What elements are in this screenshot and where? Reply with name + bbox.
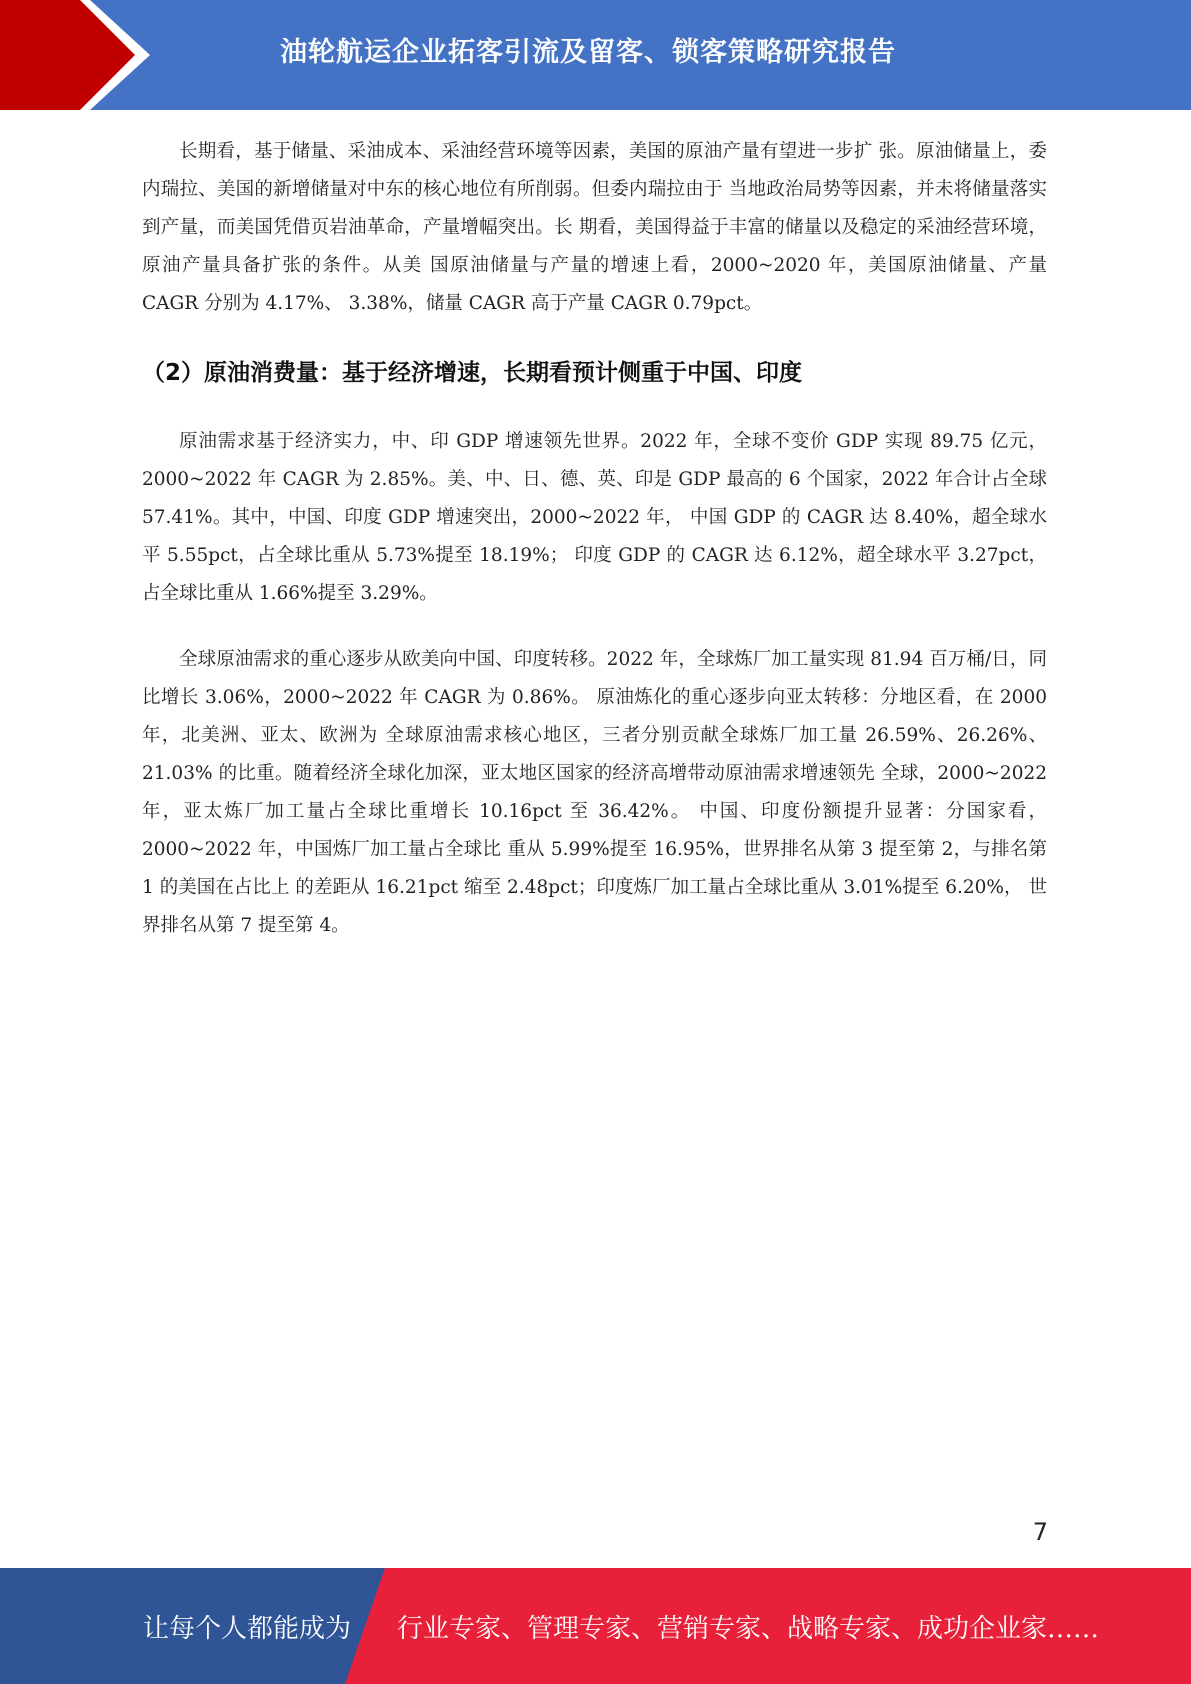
paragraph-us-crude-production: 长期看，基于储量、采油成本、采油经营环境等因素，美国的原油产量有望进一步扩 张。原油储量上，委内瑞拉、美国的新增储量对中东的核心地位有所削弱。但委内瑞拉由于 当地政治局势等因素，并未将储量落实到产量，而美国凭借页岩油革命，产量增幅突出。长 期看，美国得益于丰富的储量以及稳定的采油经营环境，原油产量具备扩张的条件。从美 国原油储量与产量的增速上看，2000~2020 年，美国原油储量、产量 CAGR 分别为 4.17%、 3.38%，储量 CAGR 高于产量 CAGR 0.79pct。 xyxy=(142,141,1047,314)
document-body xyxy=(142,133,1047,945)
page-number: 7 xyxy=(1032,1518,1048,1546)
footer-slogan-left: 让每个人都能成为 xyxy=(143,1614,352,1644)
page-header-band xyxy=(0,0,1191,110)
report-title: 油轮航运企业拓客引流及留客、锁客策略研究报告 xyxy=(280,37,896,68)
header-red-arrow xyxy=(0,0,135,110)
paragraph-refinery-throughput: 全球原油需求的重心逐步从欧美向中国、印度转移。2022 年，全球炼厂加工量实现 81.94 百万桶/日，同比增长 3.06%，2000~2022 年 CAGR 为 0.86%。 原油炼化的重心逐步向亚太转移：分地区看，在 2000 年，北美洲、亚太、欧洲为 全球原油需求核心地区，三者分别贡献全球炼厂加工量 26.59%、26.26%、21.03% 的比重。随着经济全球化加深，亚太地区国家的经济高增带动原油需求增速领先 全球，2000~2022 年，亚太炼厂加工量占全球比重增长 10.16pct 至 36.42%。 中国、印度份额提升显著：分国家看，2000~2022 年，中国炼厂加工量占全球比 重从 5.99%提至 16.95%，世界排名从第 3 提至第 2，与排名第 1 的美国在占比上 的差距从 16.21pct 缩至 2.48pct；印度炼厂加工量占全球比重从 3.01%提至 6.20%， 世界排名从第 7 提至第 4。 xyxy=(142,649,1047,936)
paragraph-gdp-growth: 原油需求基于经济实力，中、印 GDP 增速领先世界。2022 年，全球不变价 GDP 实现 89.75 亿元，2000~2022 年 CAGR 为 2.85%。美、中、日、德、英、印是 GDP 最高的 6 个国家，2022 年合计占全球 57.41%。其中，中国、印度 GDP 增速突出，2000~2022 年， 中国 GDP 的 CAGR 达 8.40%，超全球水平 5.55pct，占全球比重从 5.73%提至 18.19%； 印度 GDP 的 CAGR 达 6.12%，超全球水平 3.27pct，占全球比重从 1.66%提至 3.29%。 xyxy=(142,431,1047,604)
section-heading-crude-consumption: （2）原油消费量：基于经济增速，长期看预计侧重于中国、印度 xyxy=(142,360,803,386)
page-footer-band xyxy=(0,1568,1191,1684)
footer-slogan-right: 行业专家、管理专家、营销专家、战略专家、成功企业家…… xyxy=(397,1614,1100,1644)
